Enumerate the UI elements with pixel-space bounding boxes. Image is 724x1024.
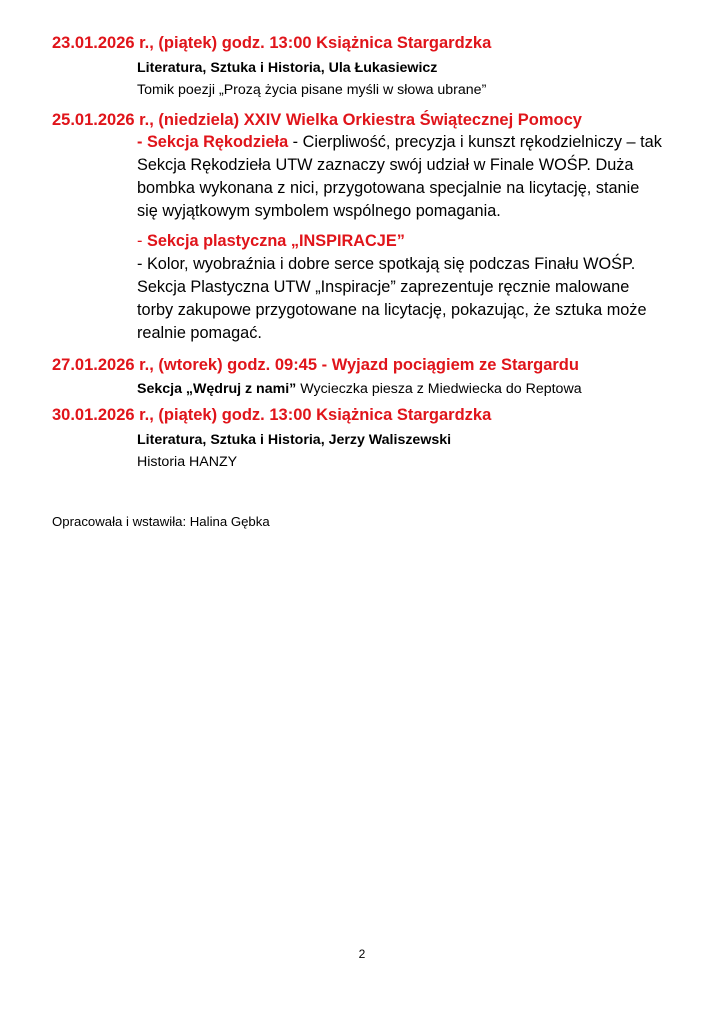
event-2-rekodziela-line-4: się wyjątkowym symbolem wspólnego pomagania. [137, 202, 501, 220]
event-2-inspiracje-line-3: torby zakupowe przygotowane na licytację, pokazując, że sztuka może [137, 301, 647, 319]
event-1-header: 23.01.2026 r., (piątek) godz. 13:00 Książnica Stargardzka [52, 34, 492, 52]
event-2-rekodziela-text-1: - Cierpliwość, precyzja i kunszt rękodzielniczy – tak [288, 133, 662, 151]
event-2-rekodziela-line-3: bombka wykonana z nici, przygotowana specjalnie na licytację, stanie [137, 179, 640, 197]
event-2-inspiracje-line-4: realnie pomagać. [137, 324, 262, 342]
event-3-header: 27.01.2026 r., (wtorek) godz. 09:45 - Wyjazd pociągiem ze Stargardu [52, 356, 579, 374]
event-3-line [137, 381, 582, 397]
event-2-inspiracje-line-2: Sekcja Plastyczna UTW „Inspiracje” zaprezentuje ręcznie malowane [137, 278, 630, 296]
event-4-description: Historia HANZY [137, 454, 238, 470]
event-1-description: Tomik poezji „Prozą życia pisane myśli w słowa ubrane” [137, 82, 487, 98]
event-2-header: 25.01.2026 r., (niedziela) XXIV Wielka Orkiestra Świątecznej Pomocy [52, 111, 582, 129]
author-note: Opracowała i wstawiła: Halina Gębka [52, 514, 270, 529]
event-2-rekodziela-line-1 [137, 131, 662, 154]
event-3-description: Wycieczka piesza z Miedwiecka do Reptowa [296, 381, 582, 397]
event-2-rekodziela-title: - Sekcja Rękodzieła [137, 133, 289, 151]
event-4-section: Literatura, Sztuka i Historia, Jerzy Waliszewski [137, 432, 452, 448]
event-2-inspiracje-dash: - [137, 232, 147, 250]
event-1-section: Literatura, Sztuka i Historia, Ula Łukasiewicz [137, 60, 438, 76]
event-2-rekodziela-line-2: Sekcja Rękodzieła UTW zaznaczy swój udział w Finale WOŚP. Duża [137, 156, 634, 174]
event-2-inspiracje-line-1: - Kolor, wyobraźnia i dobre serce spotkają się podczas Finału WOŚP. [137, 255, 636, 273]
event-4-header: 30.01.2026 r., (piątek) godz. 13:00 Książnica Stargardzka [52, 406, 492, 424]
event-2-inspiracje-title: Sekcja plastyczna „INSPIRACJE” [146, 232, 405, 250]
event-2-inspiracje-block [137, 230, 647, 345]
page-number: 2 [358, 947, 366, 961]
event-2-inspiracje-title-line [137, 230, 647, 253]
event-2-rekodziela-block [137, 131, 662, 223]
event-3-section: Sekcja „Wędruj z nami” [137, 381, 297, 397]
